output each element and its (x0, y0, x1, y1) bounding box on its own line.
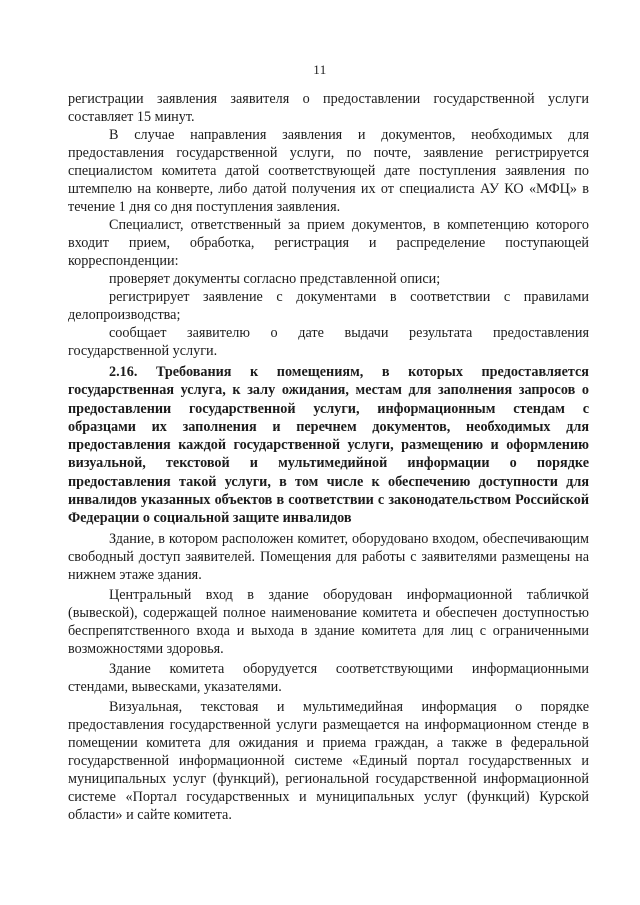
paragraph-info-stands: Здание комитета оборудуется соответствующими информационными стендами, вывесками, указателями. (68, 660, 589, 695)
list-item-register-application: регистрирует заявление с документами в соответствии с правилами делопроизводства; (68, 289, 589, 323)
list-item-notify-applicant: сообщает заявителю о дате выдачи результата предоставления государственной услуги. (68, 325, 589, 359)
paragraph-registration-time: регистрации заявления заявителя о предоставлении государственной услуги составляет 15 минут. (68, 91, 589, 125)
paragraph-visual-information: Визуальная, текстовая и мультимедийная информация о порядке предоставления государственной услуги размещается на информационном стенде в помещении комитета для ожидания и приема граждан, а также в федеральной государственной информационной системе «Единый портал государственных и муниципальных услуг (функций), региональной государственной информационной системе «Портал государственных и муниципальных услуг (функций) Курской области» и сайте комитета. (68, 698, 589, 823)
document-body (68, 90, 589, 824)
list-item-check-documents: проверяет документы согласно представленной описи; (109, 271, 441, 287)
paragraph-postal-registration: В случае направления заявления и документов, необходимых для предоставления государственной услуги, по почте, заявление регистрируется специалистом комитета датой соответствующей дате поступления заявления по штемпелю на конверте, либо датой получения их от специалиста АУ КО «МФЦ» в течение 1 дня со дня поступления заявления. (68, 127, 589, 215)
paragraph-specialist-duties: Специалист, ответственный за прием документов, в компетенцию которого входит прием, обработка, регистрация и распределение поступающей корреспонденции: (68, 217, 589, 269)
paragraph-building-entrance: Здание, в котором расположен комитет, оборудовано входом, обеспечивающим свободный доступ заявителей. Помещения для работы с заявителями размещены на нижнем этаже здания. (68, 530, 589, 583)
paragraph-central-entrance: Центральный вход в здание оборудован информационной табличкой (вывеской), содержащей полное наименование комитета и обеспечен доступностью беспрепятственного входа и выхода в здание комитета для лиц с ограниченными возможностями здоровья. (68, 586, 589, 657)
page-number: 11 (313, 62, 327, 77)
section-heading-2-16: 2.16. Требования к помещениям, в которых предоставляется государственная услуга, к залу ожидания, местам для заполнения запросов о предоставлении государственной услуги, информационным стендам с образцами их заполнения и перечнем документов, необходимых для предоставления каждой государственной услуги, размещению и оформлению визуальной, текстовой и мультимедийной информации о порядке предоставления такой услуги, в том числе к обеспечению доступности для инвалидов указанных объектов в соответствии с законодательством Российской Федерации о социальной защите инвалидов (68, 364, 589, 527)
